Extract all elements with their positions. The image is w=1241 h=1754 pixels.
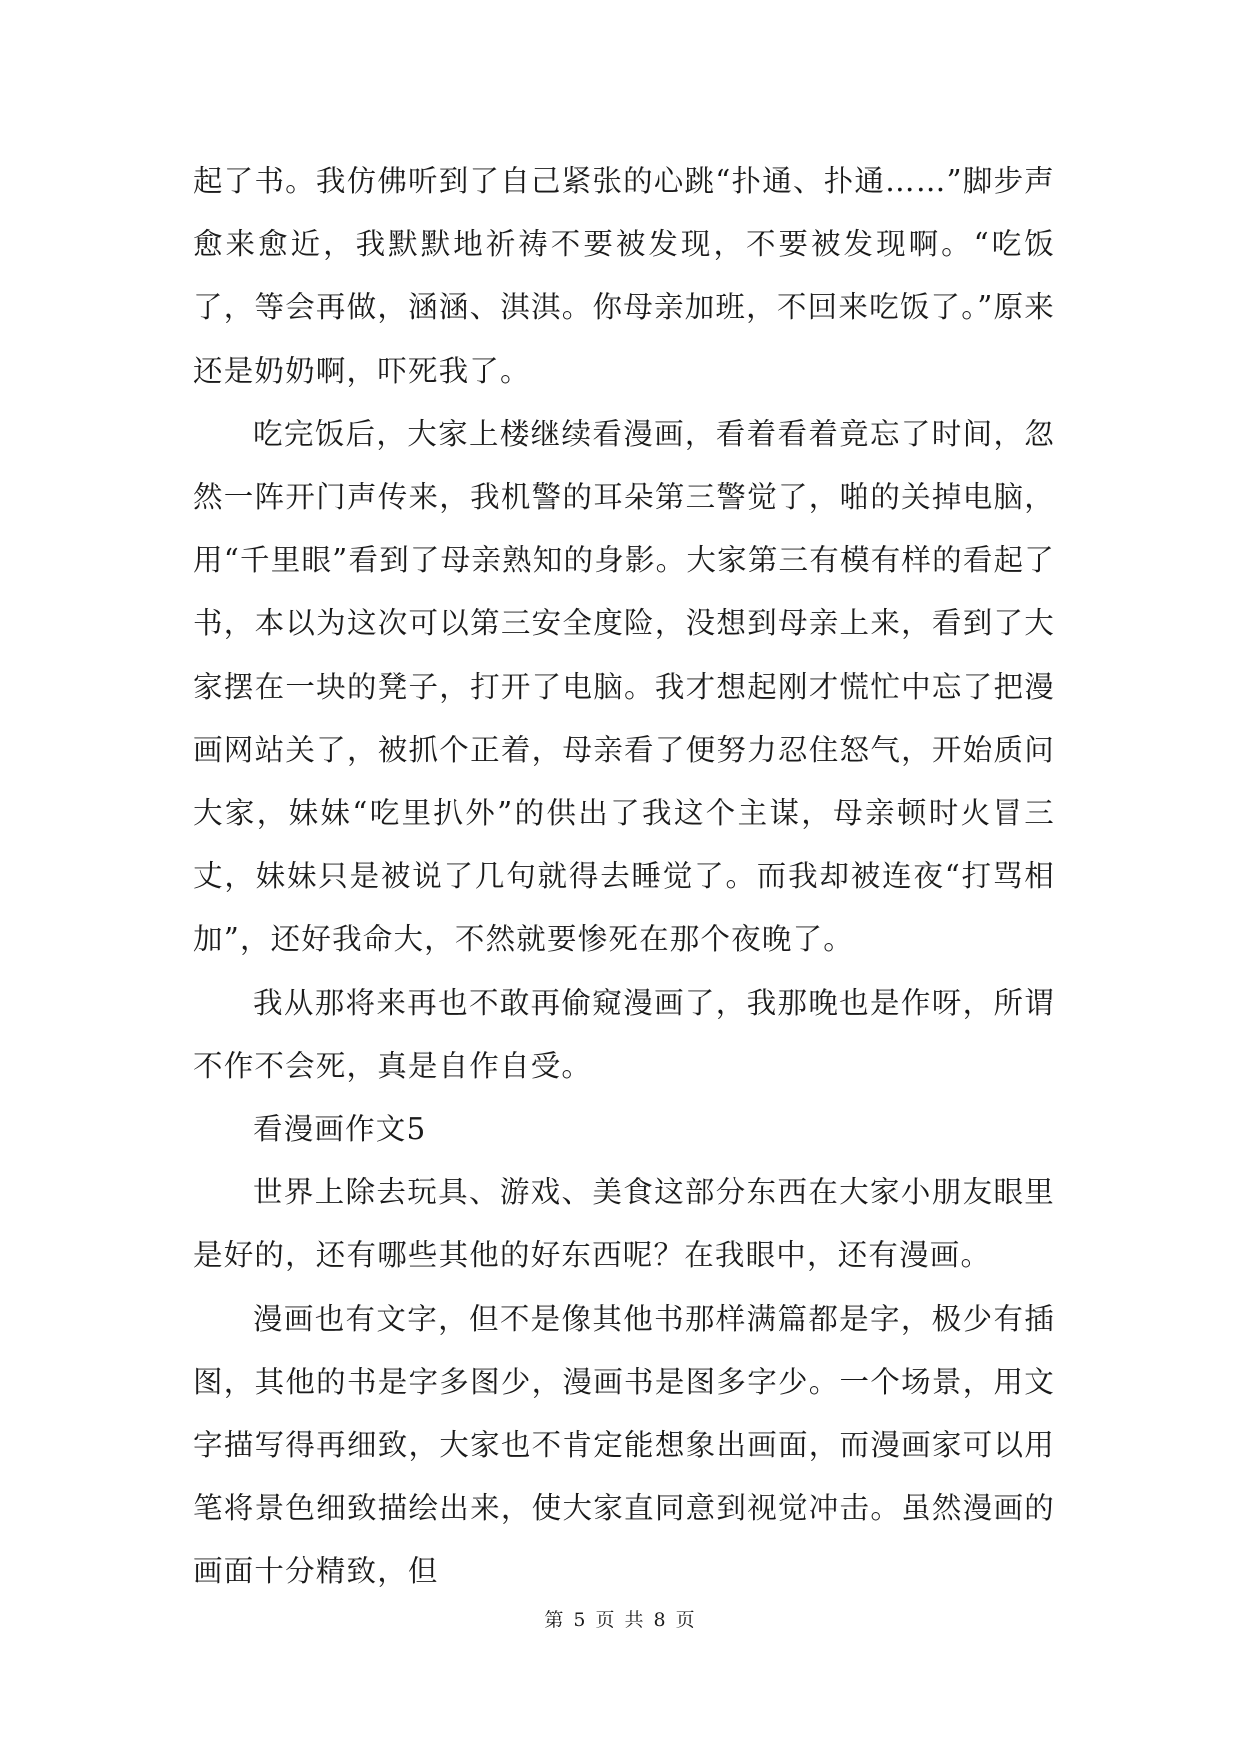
section-heading: 看漫画作文5 — [253, 1112, 427, 1147]
paragraph-5: 漫画也有文字，但不是像其他书那样满篇都是字，极少有插图，其他的书是字多图少，漫画书是图多字少。一个场景，用文字描写得再细致，大家也不肯定能想象出画面，而漫画家可以用笔将景色细致描绘出来，使大家直同意到视觉冲击。虽然漫画的画面十分精致，但 — [193, 1301, 1055, 1589]
paragraph-2: 吃完饭后，大家上楼继续看漫画，看着看着竟忘了时间，忽然一阵开门声传来，我机警的耳朵第三警觉了，啪的关掉电脑，用“千里眼”看到了母亲熟知的身影。大家第三有模有样的看起了书，本以为这次可以第三安全度险，没想到母亲上来，看到了大家摆在一块的凳子，打开了电脑。我才想起刚才慌忙中忘了把漫画网站关了，被抓个正着，母亲看了便努力忍住怒气，开始质问大家，妹妹“吃里扒外”的供出了我这个主谋，母亲顿时火冒三丈，妹妹只是被说了几句就得去睡觉了。而我却被连夜“打骂相加”，还好我命大，不然就要惨死在那个夜晚了。 — [193, 416, 1055, 957]
paragraph-4: 世界上除去玩具、游戏、美食这部分东西在大家小朋友眼里是好的，还有哪些其他的好东西呢？在我眼中，还有漫画。 — [193, 1175, 1055, 1273]
page-number-footer: 第 5 页 共 8 页 — [544, 1609, 697, 1631]
page-body — [193, 150, 1055, 1604]
paragraph-3: 我从那将来再也不敢再偷窥漫画了，我那晚也是作呀，所谓不作不会死，真是自作自受。 — [193, 985, 1055, 1083]
paragraph-1: 起了书。我仿佛听到了自己紧张的心跳“扑通、扑通……”脚步声愈来愈近，我默默地祈祷不要被发现，不要被发现啊。“吃饭了，等会再做，涵涵、淇淇。你母亲加班，不回来吃饭了。”原来还是奶奶啊，吓死我了。 — [193, 164, 1055, 388]
